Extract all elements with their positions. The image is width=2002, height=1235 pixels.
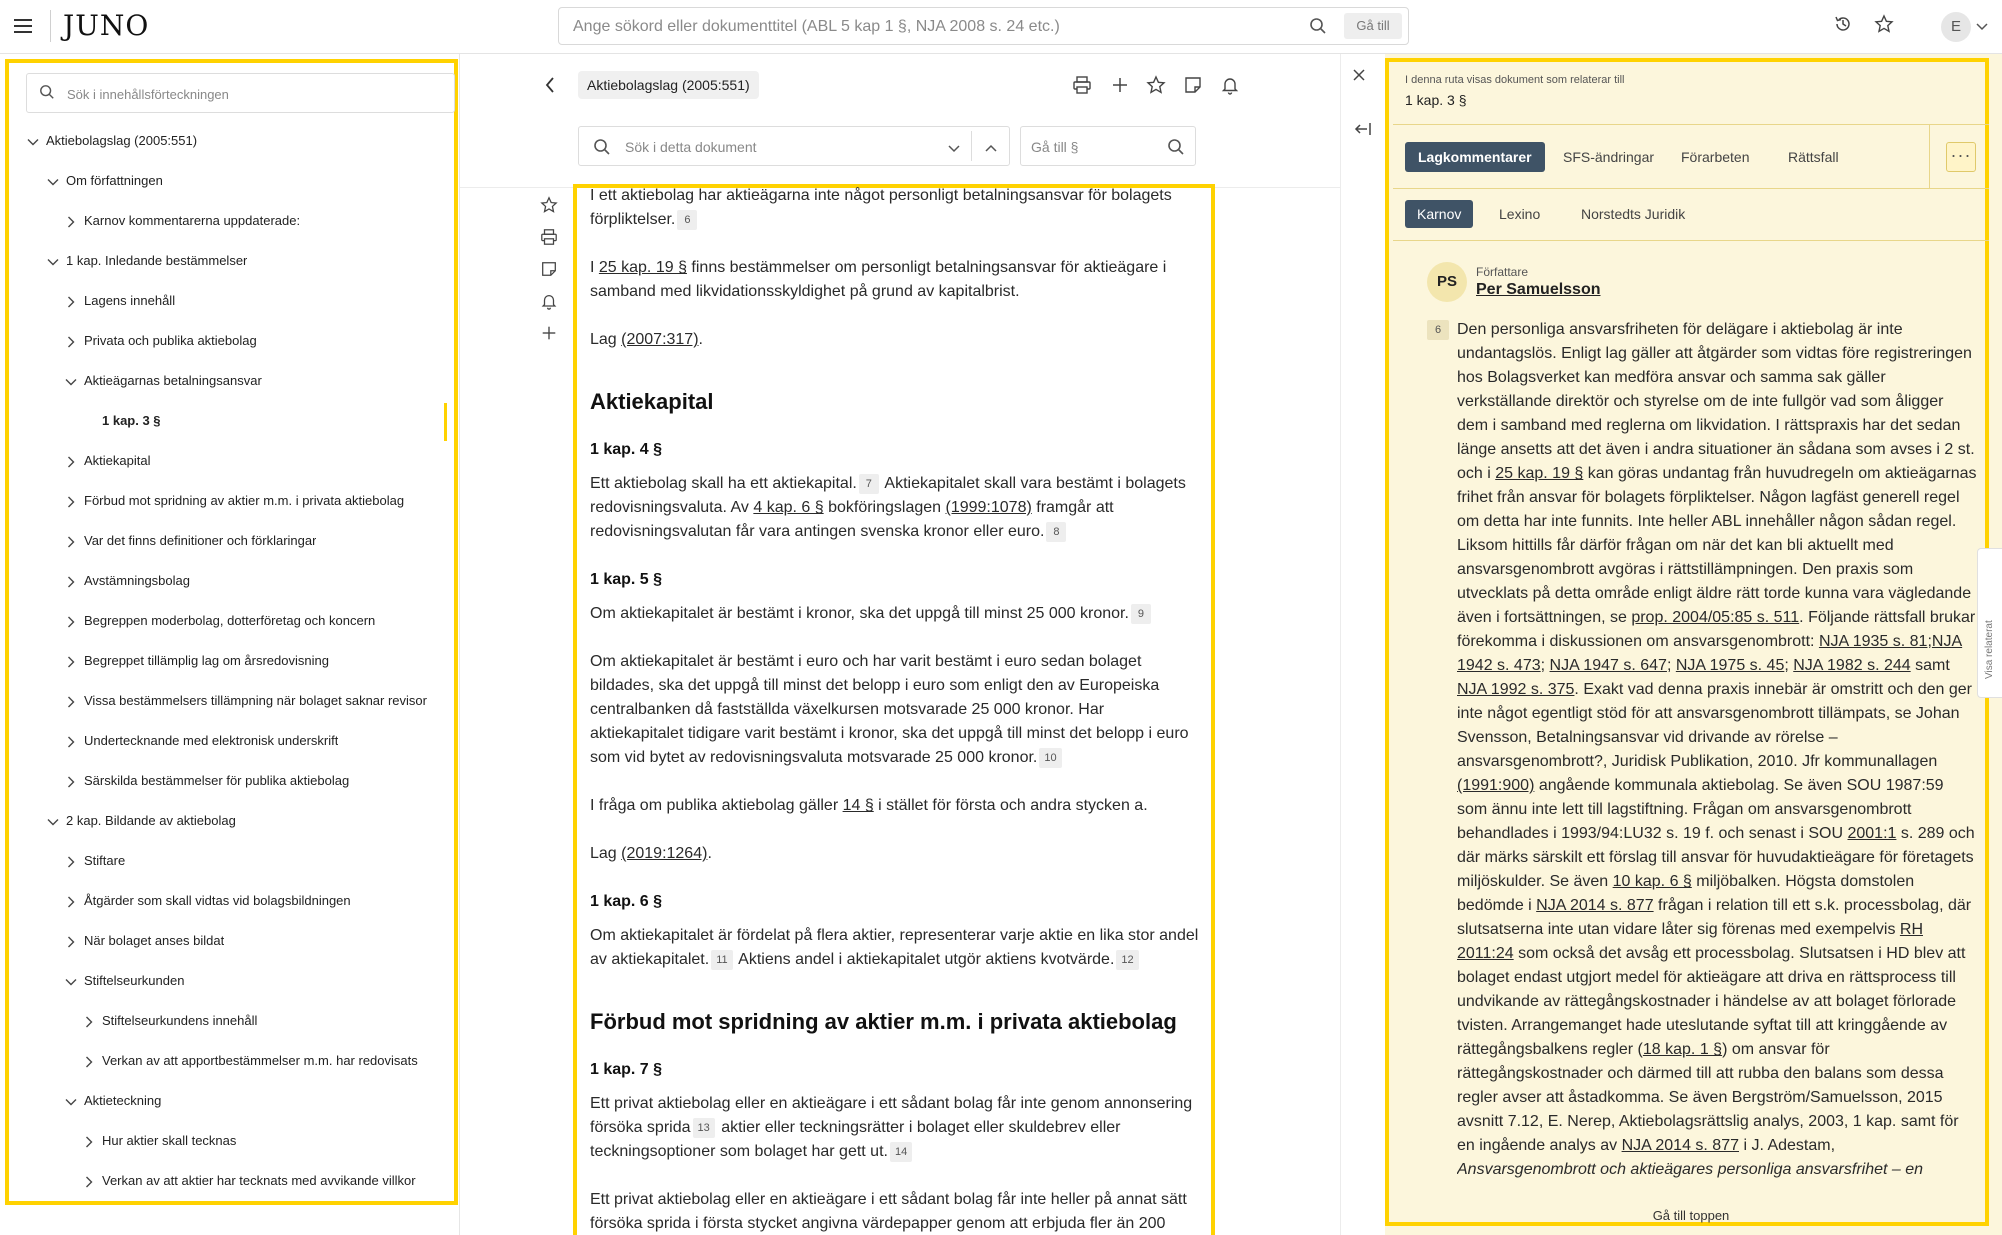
- toc-item[interactable]: [9, 721, 459, 761]
- star-icon[interactable]: [1146, 75, 1166, 100]
- toc-item-label: Karnov kommentarerna uppdaterade:: [84, 213, 301, 228]
- text-run: ;: [1540, 657, 1550, 674]
- toc-item-label: Verkan av att apportbestämmelser m.m. har redovisats: [102, 1053, 418, 1068]
- print-icon[interactable]: [1072, 75, 1092, 100]
- global-search-box: [558, 7, 1409, 45]
- toc-item[interactable]: [9, 641, 459, 681]
- related-edge-tab[interactable]: [1977, 548, 2002, 698]
- toc-item[interactable]: [9, 281, 459, 321]
- toc-item[interactable]: [9, 841, 459, 881]
- toc-item-label: Vissa bestämmelsers tillämpning när bolaget saknar revisor: [84, 693, 427, 708]
- toc-item-label: Stiftelseurkundens innehåll: [102, 1013, 258, 1028]
- toc-item-label: Begreppet tillämplig lag om årsredovisning: [84, 653, 329, 668]
- toc-search-box: [26, 73, 455, 113]
- author-name-link[interactable]: Per Samuelsson: [1476, 281, 1601, 298]
- text-run: finns bestämmelser om personligt betalningsansvar för aktieägare i samband med likvidationsskyldighet på grund av kapitalbrist.: [590, 259, 1167, 300]
- text-run: bokföringslagen: [823, 499, 946, 516]
- document-side-tools: [540, 196, 564, 356]
- chevron-right-icon[interactable]: [65, 855, 77, 873]
- paragraph: [590, 842, 1200, 866]
- text-run: Den personliga ansvarsfriheten för delägare i aktiebolag är inte undantagslös. Enligt lag gäller att åtgärder som vidtas före registreringen hos Bolagsverket kan medföra ansvar och samma sak gäller verkställande direktör och styrelse om de inte fullgör vad som åligger dem i samband med reglerna om likvidation. I rättspraxis har det sedan länge ansetts att det även i andra situationer än sådana som avses i 2 st. och i: [1457, 321, 1975, 482]
- text-run: framgår att redovisningsvalutan får vara antingen svenska kronor eller euro.: [590, 499, 1114, 540]
- text-run: ) om ansvar för rättegångskostnader och därmed till att rubba den balans som dessa regler avser att åstadkomma. Se även Bergström/Samuelsson, 2015 avsnitt 7.12, E. Nerep, Aktiebolagsrättslig analys, 2003, 1 kap. samt för en ingående analys av: [1457, 1041, 1959, 1154]
- tab-norstedts-juridik[interactable]: Norstedts Juridik: [1581, 206, 1686, 222]
- history-icon[interactable]: [1833, 14, 1853, 39]
- text-run: ;: [1666, 657, 1676, 674]
- reference-link[interactable]: 18 kap. 1 §: [1642, 1041, 1723, 1058]
- text-run: angående kommunala aktiebolag. Se även SOU 1987:59 som ännu inte lett till lagstiftning. Frågan om ansvarsgenombrott behandlades i 1993/94:LU32 s. 19 f. och senast i SOU: [1457, 777, 1944, 842]
- chevron-down-icon[interactable]: [47, 815, 59, 833]
- toc-item-label: Hur aktier skall tecknas: [102, 1133, 237, 1148]
- emphasized-text: Ansvarsgenombrott och aktieägares personliga ansvarsfrihet – en: [1457, 1161, 1924, 1178]
- search-icon: [593, 138, 611, 161]
- reference-link[interactable]: 25 kap. 19 §: [598, 259, 687, 276]
- toc-item-label: Begreppen moderbolag, dotterföretag och koncern: [84, 613, 376, 628]
- goto-button[interactable]: Gå till: [1344, 13, 1402, 39]
- chevron-right-icon[interactable]: [65, 935, 77, 953]
- text-run: miljöbalken. Högsta domstolen bedömde i: [1457, 873, 1915, 914]
- toc-item[interactable]: [9, 521, 459, 561]
- toc-item-label: Om författningen: [66, 173, 163, 188]
- chevron-down-icon[interactable]: [947, 141, 961, 159]
- reference-link[interactable]: NJA 2014 s. 877: [1621, 1137, 1739, 1154]
- table-of-contents-panel: [0, 54, 460, 1235]
- tab-lexino[interactable]: Lexino: [1499, 206, 1541, 222]
- chevron-right-icon[interactable]: [65, 615, 77, 633]
- reference-link[interactable]: (1991:900): [1457, 777, 1535, 794]
- toc-item[interactable]: [9, 1081, 459, 1121]
- document-toolbar: [460, 116, 1340, 188]
- text-run: i stället för första och andra stycken a.: [873, 797, 1148, 814]
- section-heading: Förbud mot spridning av aktier m.m. i privata aktiebolag: [590, 1009, 1177, 1034]
- chevron-right-icon[interactable]: [65, 775, 77, 793]
- divider: [1393, 240, 1989, 241]
- search-icon[interactable]: [1309, 17, 1327, 40]
- back-chevron-icon[interactable]: [544, 76, 556, 99]
- toc-item-label: Privata och publika aktiebolag: [84, 333, 257, 348]
- add-icon[interactable]: [540, 324, 564, 356]
- toc-item[interactable]: [9, 121, 459, 161]
- toc-item[interactable]: [9, 921, 459, 961]
- document-title-chip: Aktiebolagslag (2005:551): [578, 71, 759, 99]
- reference-link[interactable]: NJA 1982 s. 244: [1793, 657, 1911, 674]
- paragraph: [590, 256, 1200, 304]
- reference-link[interactable]: (2007:317): [621, 331, 699, 348]
- search-divider: [971, 131, 972, 161]
- chevron-right-icon[interactable]: [65, 735, 77, 753]
- chevron-down-icon[interactable]: [1975, 19, 1989, 37]
- text-run: Aktiens andel i aktiekapitalet utgör aktiens kvotvärde.: [734, 951, 1115, 968]
- footnote-badge[interactable]: 6: [677, 210, 697, 230]
- text-run: kan göras undantag från huvudregeln om aktieägarnas frihet från ansvar för bolagets förpliktelser. Någon lagfäst generell regel om detta har inte funnits. Inte heller ABL innehåller någon sådan regel. Liksom hittills får därför frågan om när det kan bli aktuellt med ansvarsgenombrott avgöras i rättstillämpningen. Den praxis som utvecklats på detta område enligt äldre rätt torde kunna vara vägledande även i fortsättningen, se: [1457, 465, 1977, 626]
- reference-link[interactable]: (1999:1078): [945, 499, 1032, 516]
- app-logo[interactable]: JUNO: [63, 9, 150, 42]
- text-run: Lag: [590, 331, 622, 348]
- search-icon: [39, 84, 55, 105]
- toc-item-label: Aktieteckning: [84, 1093, 162, 1108]
- paragraph-heading: 1 kap. 4 §: [590, 441, 663, 458]
- toc-item[interactable]: [9, 241, 459, 281]
- reference-link[interactable]: NJA 1975 s. 45: [1675, 657, 1785, 674]
- text-run: .: [707, 845, 712, 862]
- favorites-icon[interactable]: [1874, 14, 1894, 39]
- toc-item[interactable]: [9, 441, 459, 481]
- global-search-input[interactable]: [573, 15, 1273, 39]
- toc-item[interactable]: [9, 601, 459, 641]
- text-run: Aktiekapitalet skall vara bestämt i bolagets redovisningsvaluta. Av: [590, 475, 1186, 516]
- reference-link[interactable]: NJA 2014 s. 877: [1536, 897, 1654, 914]
- toc-tree: [9, 121, 459, 1201]
- goto-top-link[interactable]: Gå till toppen: [1652, 1208, 1730, 1223]
- toc-item[interactable]: [9, 161, 459, 201]
- toc-item-label: 2 kap. Bildande av aktiebolag: [66, 813, 236, 828]
- text-run: frågan i relation till ett s.k. processbolag, där slutsatserna inte utan vidare låter sig förenas med exempelvis: [1457, 897, 1972, 938]
- reference-link[interactable]: 25 kap. 19 §: [1495, 465, 1584, 482]
- document-search-box: [578, 126, 1010, 166]
- top-bar: [0, 0, 2002, 54]
- chevron-down-icon[interactable]: [47, 175, 59, 193]
- reference-link[interactable]: NJA 1942 s. 473: [1457, 633, 1963, 674]
- toc-item-label: Förbud mot spridning av aktier m.m. i privata aktiebolag: [84, 493, 405, 508]
- toc-item[interactable]: [9, 361, 459, 401]
- goto-paragraph-input[interactable]: [1031, 137, 1161, 157]
- document-view: [460, 54, 1340, 1235]
- toc-item-label: Lagens innehåll: [84, 293, 176, 308]
- footnote-badge[interactable]: 11: [711, 950, 732, 970]
- toc-item[interactable]: [9, 321, 459, 361]
- chevron-down-icon[interactable]: [65, 1095, 77, 1113]
- footnote-badge[interactable]: 14: [890, 1142, 912, 1162]
- toc-item[interactable]: [9, 201, 459, 241]
- paragraph-heading: 1 kap. 6 §: [590, 893, 663, 910]
- footnote-badge[interactable]: 13: [693, 1118, 715, 1138]
- reference-link[interactable]: NJA 1935 s. 81: [1818, 633, 1928, 650]
- chevron-right-icon[interactable]: [83, 1135, 95, 1153]
- paragraph-heading: 1 kap. 5 §: [590, 571, 663, 588]
- reference-link[interactable]: RH 2011:24: [1457, 921, 1923, 962]
- add-icon[interactable]: [1110, 75, 1130, 100]
- document-search-input[interactable]: [625, 137, 925, 157]
- context-reference: 1 kap. 3 §: [1405, 92, 1467, 108]
- chevron-down-icon[interactable]: [65, 375, 77, 393]
- text-run: som också det avsåg ett processbolag. Slutsatsen i HD blev att bolaget endast utgjort medel för aktieägare att driva en rättsprocess till undvikande av rättegångskostnader i händelse av att bolaget förlorade tvisten. Arrangemanget hade uteslutande syftat till att kringgående av rättegångsbalkens regler (: [1457, 945, 1966, 1058]
- toc-item-label: Verkan av att aktier har tecknats med avvikande villkor: [102, 1173, 416, 1188]
- toc-search-input[interactable]: [67, 84, 437, 104]
- footnote-badge[interactable]: 12: [1116, 950, 1138, 970]
- tab-sfs-andringar[interactable]: SFS-ändringar: [1563, 149, 1655, 165]
- chevron-right-icon[interactable]: [65, 215, 77, 233]
- reference-link[interactable]: 2001:1: [1847, 825, 1897, 842]
- footnote-badge[interactable]: 9: [1131, 604, 1151, 624]
- author-avatar: PS: [1427, 262, 1467, 302]
- toc-item[interactable]: [9, 1121, 459, 1161]
- reference-link[interactable]: 10 kap. 6 §: [1612, 873, 1692, 890]
- reference-link[interactable]: 4 kap. 6 §: [753, 499, 824, 516]
- related-highlight-frame: [1385, 58, 1989, 1226]
- chevron-right-icon[interactable]: [65, 895, 77, 913]
- paragraph: [590, 924, 1200, 972]
- toc-item-label: Åtgärder som skall vidtas vid bolagsbildningen: [84, 893, 351, 908]
- toc-item[interactable]: [9, 1041, 459, 1081]
- user-avatar[interactable]: E: [1941, 12, 1971, 42]
- chevron-right-icon[interactable]: [83, 1015, 95, 1033]
- divider: [1929, 124, 1930, 188]
- chevron-down-icon[interactable]: [65, 975, 77, 993]
- reference-link[interactable]: prop. 2004/05:85 s. 511: [1631, 609, 1800, 626]
- menu-icon[interactable]: [14, 17, 34, 35]
- reference-link[interactable]: NJA 1947 s. 647: [1549, 657, 1667, 674]
- chevron-right-icon[interactable]: [65, 575, 77, 593]
- related-edge-tab-label: Visa relaterat: [1984, 620, 1995, 679]
- bell-icon[interactable]: [540, 292, 564, 324]
- toc-item[interactable]: [9, 401, 459, 441]
- text-run: aktier eller teckningsrätter i bolaget eller skuldebrev eller teckningsoptioner som bolaget har gett ut.: [590, 1119, 1121, 1160]
- divider: [1393, 124, 1989, 125]
- tab-rattsfall[interactable]: Rättsfall: [1788, 149, 1839, 165]
- text-run: Om aktiekapitalet är bestämt i kronor, ska det uppgå till minst 25 000 kronor.: [590, 605, 1129, 622]
- toc-item[interactable]: [9, 1161, 459, 1201]
- text-run: Ett privat aktiebolag eller en aktieägare i ett sådant bolag får inte genom annonsering försöka sprida: [590, 1095, 1193, 1136]
- star-icon[interactable]: [540, 196, 564, 228]
- panel-divider: [1340, 54, 1341, 1235]
- chevron-right-icon[interactable]: [65, 295, 77, 313]
- text-run: Ett aktiebolag skall ha ett aktiekapital.: [590, 475, 857, 492]
- chevron-down-icon[interactable]: [27, 135, 39, 153]
- search-icon[interactable]: [1167, 138, 1185, 161]
- footnote-badge[interactable]: 8: [1046, 522, 1066, 542]
- paragraph: [590, 472, 1200, 544]
- text-run: ;: [1784, 657, 1794, 674]
- document-body: [590, 184, 1200, 1235]
- reference-link[interactable]: 14 §: [842, 797, 874, 814]
- divider: [1393, 188, 1989, 189]
- document-header: [460, 54, 1340, 116]
- toc-item-label: Aktieägarnas betalningsansvar: [84, 373, 262, 388]
- tab-forarbeten[interactable]: Förarbeten: [1681, 149, 1750, 165]
- related-documents-panel: [1385, 54, 2002, 1235]
- footnote-number: 6: [1427, 320, 1449, 340]
- toc-item-label: Avstämningsbolag: [84, 573, 190, 588]
- paragraph: [590, 184, 1200, 232]
- reference-link[interactable]: (2019:1264): [621, 845, 708, 862]
- paragraph: [590, 794, 1200, 818]
- toc-item-label: Aktiekapital: [84, 453, 151, 468]
- collapse-panel-icon[interactable]: [1354, 122, 1372, 141]
- text-run: i J. Adestam,: [1739, 1137, 1836, 1154]
- text-run: .: [698, 331, 703, 348]
- toc-item-label: Särskilda bestämmelser för publika aktiebolag: [84, 773, 350, 788]
- note-icon[interactable]: [540, 260, 564, 292]
- chevron-right-icon[interactable]: [65, 335, 77, 353]
- author-label: Författare: [1476, 265, 1529, 279]
- reference-link[interactable]: NJA 1992 s. 375: [1457, 681, 1575, 698]
- text-run: Om aktiekapitalet är bestämt i euro och har varit bestämt i euro sedan bolaget bildades, ska det uppgå till minst det belopp i euro som enligt den av Europeiska centralbanken då fastställda växelkursen motsvarade 25 000 kronor. Har aktiekapitalet tidigare varit bestämt i kronor, ska det uppgå till minst det belopp i euro som vid bytet av redovisningsvaluta motsvarade 25 000 kronor.: [590, 653, 1189, 766]
- text-run: I fråga om publika aktiebolag gäller: [590, 797, 843, 814]
- paragraph-heading: 1 kap. 7 §: [590, 1061, 663, 1078]
- toc-item[interactable]: [9, 561, 459, 601]
- chevron-right-icon[interactable]: [83, 1055, 95, 1073]
- bell-icon[interactable]: [1220, 75, 1240, 100]
- text-run: Ett privat aktiebolag eller en aktieägare i ett sådant bolag får inte heller på annat sätt försöka sprida i första stycket angivna värdepapper genom att erbjuda fler än 200: [590, 1191, 1187, 1232]
- text-run: I: [590, 259, 599, 276]
- toc-item[interactable]: [9, 681, 459, 721]
- toc-item-label: Aktiebolagslag (2005:551): [46, 133, 198, 148]
- toc-item-label: Stiftare: [84, 853, 126, 868]
- logo-divider: [50, 10, 51, 42]
- toc-item-label: 1 kap. Inledande bestämmelser: [66, 253, 248, 268]
- toc-item-label: Var det finns definitioner och förklaringar: [84, 533, 317, 548]
- paragraph: [590, 650, 1200, 770]
- text-run: samt: [1910, 657, 1950, 674]
- toc-item-label: Stiftelseurkunden: [84, 973, 185, 988]
- footnote-badge[interactable]: 10: [1039, 748, 1061, 768]
- chevron-down-icon[interactable]: [47, 255, 59, 273]
- text-run: Om aktiekapitalet är fördelat på flera aktier, representerar varje aktie en lika stor andel av aktiekapitalet.: [590, 927, 1199, 968]
- chevron-right-icon[interactable]: [83, 1175, 95, 1193]
- tab-karnov[interactable]: Karnov: [1405, 200, 1473, 228]
- toc-item[interactable]: [9, 961, 459, 1001]
- tab-lagkommentarer[interactable]: Lagkommentarer: [1405, 142, 1545, 172]
- text-run: . Exakt vad denna praxis innebär är omstritt och den ger inte något egentligt stöd för att ansvarsgenombrott tillämpats, se Johan Svensson, Betalningsansvar vid drivande av rörelse – ansvarsgenombrott?, Juridisk Publikation, 2010. Jfr kommunallagen: [1457, 681, 1972, 770]
- chevron-right-icon[interactable]: [65, 535, 77, 553]
- print-icon[interactable]: [540, 228, 564, 260]
- toc-item[interactable]: [9, 761, 459, 801]
- chevron-up-icon[interactable]: [984, 140, 998, 158]
- text-run: I ett aktiebolag har aktieägarna inte något personligt betalningsansvar för bolagets förpliktelser.: [590, 187, 1172, 228]
- text-run: . Följande rättsfall brukar förekomma i diskussionen om ansvarsgenombrott:: [1457, 609, 1976, 650]
- section-heading: Aktiekapital: [590, 389, 714, 414]
- text-run: s. 289 och där märks särskilt ett förslag till ansvar för huvudaktieägare för företagets miljöskulder. Se även: [1457, 825, 1975, 890]
- paragraph: [590, 328, 1200, 352]
- toc-item-label: Undertecknande med elektronisk underskrift: [84, 733, 339, 748]
- paragraph: [590, 1092, 1200, 1164]
- text-run: ;: [1927, 633, 1932, 650]
- context-label: I denna ruta visas dokument som relaterar till: [1405, 74, 1625, 86]
- text-run: Lag: [590, 845, 622, 862]
- paragraph: [590, 602, 1200, 626]
- toc-item[interactable]: [9, 1001, 459, 1041]
- chevron-right-icon[interactable]: [65, 455, 77, 473]
- toc-item[interactable]: [9, 481, 459, 521]
- more-options-button[interactable]: ···: [1946, 142, 1976, 172]
- chevron-right-icon[interactable]: [65, 655, 77, 673]
- goto-paragraph-box: [1020, 126, 1196, 166]
- toc-item[interactable]: [9, 801, 459, 841]
- note-icon[interactable]: [1183, 75, 1203, 100]
- chevron-right-icon[interactable]: [65, 695, 77, 713]
- paragraph: [590, 1188, 1200, 1235]
- chevron-right-icon[interactable]: [65, 495, 77, 513]
- toc-highlight-frame: [5, 59, 458, 1205]
- toc-item-label: När bolaget anses bildat: [84, 933, 225, 948]
- toc-item-label: 1 kap. 3 §: [102, 413, 161, 428]
- commentary-text: [1457, 318, 1977, 1235]
- close-icon[interactable]: [1352, 68, 1366, 87]
- toc-item[interactable]: [9, 881, 459, 921]
- footnote-badge[interactable]: 7: [859, 474, 879, 494]
